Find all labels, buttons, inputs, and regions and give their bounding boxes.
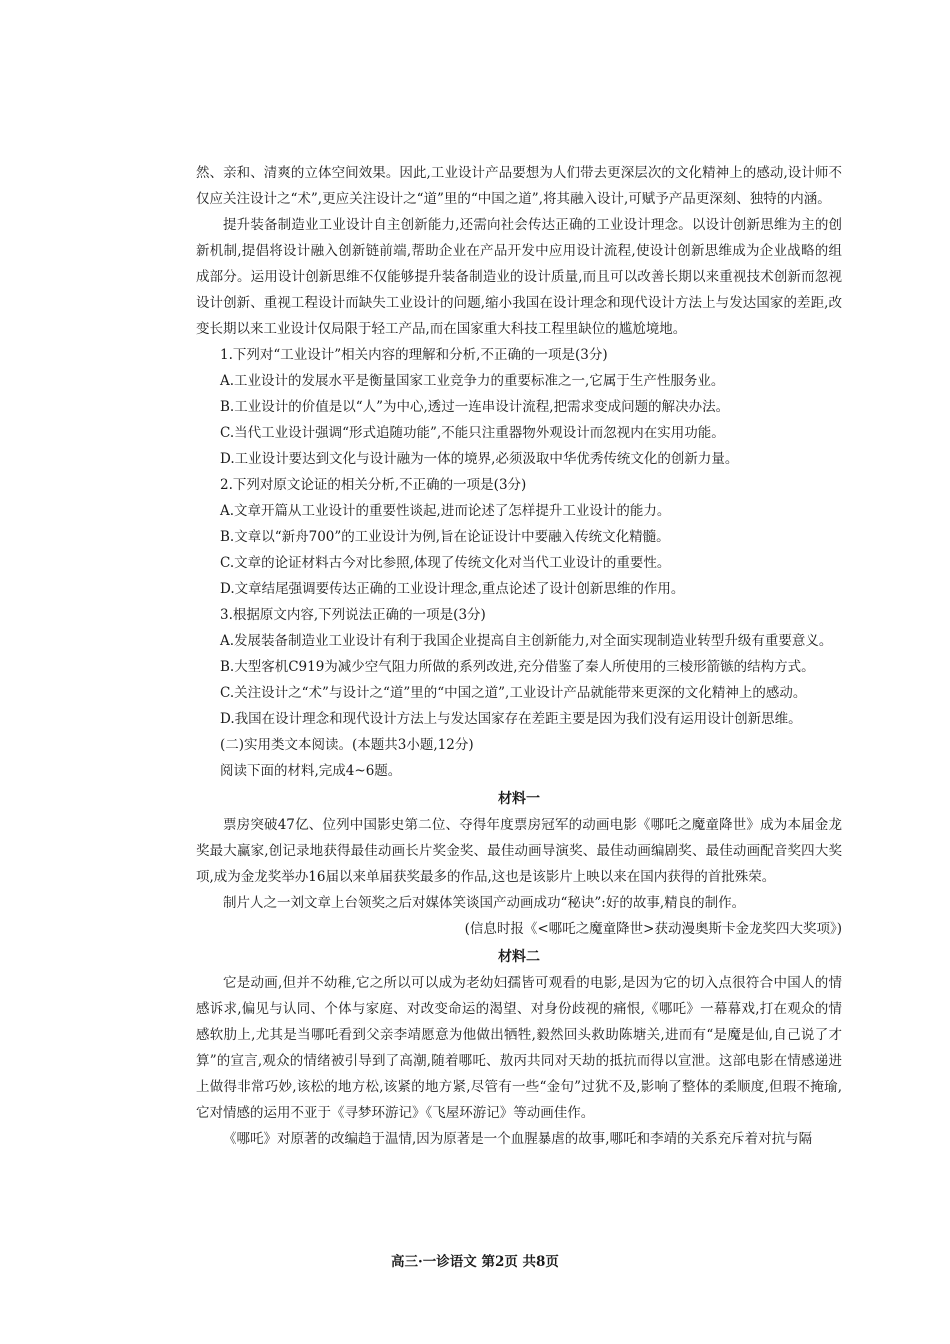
material-2-paragraph-2: 《哪吒》对原著的改编趋于温情,因为原著是一个血腥暴虐的故事,哪吒和李靖的关系充斥着对抗与隔: [223, 1131, 813, 1147]
intro-paragraph-1: 然、亲和、清爽的立体空间效果。因此,工业设计产品要想为人们带去更深层次的文化精神上的感动,设计师不仅应关注设计之“术”,更应关注设计之“道”里的“中国之道”,将其融入设计,可赋予产品更深刻、独特的内涵。: [196, 165, 842, 207]
option-a: A.文章开篇从工业设计的重要性谈起,进而论述了怎样提升工业设计的能力。: [220, 503, 671, 519]
material-1-heading: 材料一: [498, 791, 540, 807]
question-stem: 3.根据原文内容,下列说法正确的一项是(3分): [220, 607, 486, 623]
question-stem: 1.下列对“工业设计”相关内容的理解和分析,不正确的一项是(3分): [220, 347, 608, 363]
intro-paragraph-2: 提升装备制造业工业设计自主创新能力,还需向社会传达正确的工业设计理念。以设计创新思维为主的创新机制,提倡将设计融入创新链前端,帮助企业在产品开发中应用设计流程,使设计创新思维成为企业战略的组成部分。运用设计创新思维不仅能够提升装备制造业的设计质量,而且可以改善长期以来重视技术创新而忽视设计创新、重视工程设计而缺失工业设计的问题,缩小我国在设计理念和现代设计方法上与发达国家的差距,改变长期以来工业设计仅局限于轻工产品,而在国家重大科技工程里缺位的尴尬境地。: [196, 217, 842, 337]
option-d: D.工业设计要达到文化与设计融为一体的境界,必须汲取中华优秀传统文化的创新力量。: [220, 451, 739, 467]
option-c: C.当代工业设计强调“形式追随功能”,不能只注重器物外观设计而忽视内在实用功能。: [220, 425, 725, 441]
option-c: C.文章的论证材料古今对比参照,体现了传统文化对当代工业设计的重要性。: [220, 555, 671, 571]
section-instruction: 阅读下面的材料,完成4~6题。: [220, 763, 402, 779]
material-1-paragraph-1: 票房突破47亿、位列中国影史第二位、夺得年度票房冠军的动画电影《哪吒之魔童降世》成为本届金龙奖最大赢家,创记录地获得最佳动画长片奖金奖、最佳动画导演奖、最佳动画编剧奖、最佳动画配音奖四大奖项,成为金龙奖举办16届以来单届获奖最多的作品,这也是该影片上映以来在国内获得的首批殊荣。: [196, 817, 842, 885]
option-b: B.文章以“新舟700”的工业设计为例,旨在论证设计中要融入传统文化精髓。: [220, 529, 670, 545]
question-2: [196, 472, 842, 602]
page-footer: 高三·一诊语文 第2页 共8页: [391, 1254, 559, 1270]
option-b: B.工业设计的价值是以“人”为中心,透过一连串设计流程,把需求变成问题的解决办法。: [220, 399, 730, 415]
material-1-source: (信息时报《<哪吒之魔童降世>获动漫奥斯卡金龙奖四大奖项》): [464, 921, 842, 937]
material-1-paragraph-2: 制片人之一刘文章上台领奖之后对媒体笑谈国产动画成功“秘诀”:好的故事,精良的制作。: [223, 895, 746, 911]
question-1: [196, 342, 842, 472]
material-2-paragraph-1: 它是动画,但并不幼稚,它之所以可以成为老幼妇孺皆可观看的电影,是因为它的切入点很符合中国人的情感诉求,偏见与认同、个体与家庭、对改变命运的渴望、对身份歧视的痛恨,《哪吒》一幕幕戏,打在观众的情感软肋上,尤其是当哪吒看到父亲李靖愿意为他做出牺牲,毅然回头救助陈塘关,进而有“是魔是仙,自己说了才算”的宣言,观众的情绪被引导到了高潮,随着哪吒、敖丙共同对天劫的抵抗而得以宣泄。这部电影在情感递进上做得非常巧妙,该松的地方松,该紧的地方紧,尽管有一些“金句”过犹不及,影响了整体的柔顺度,但瑕不掩瑜,它对情感的运用不亚于《寻梦环游记》《飞屋环游记》等动画佳作。: [196, 975, 842, 1121]
option-a: A.工业设计的发展水平是衡量国家工业竞争力的重要标准之一,它属于生产性服务业。: [220, 373, 725, 389]
option-b: B.大型客机C919为减少空气阻力所做的系列改进,充分借鉴了秦人所使用的三棱形箭镞的结构方式。: [220, 659, 815, 675]
question-3: [196, 602, 842, 732]
option-a: A.发展装备制造业工业设计有利于我国企业提高自主创新能力,对全面实现制造业转型升级有重要意义。: [220, 633, 833, 649]
document-page: [196, 160, 842, 1152]
question-stem: 2.下列对原文论证的相关分析,不正确的一项是(3分): [220, 477, 527, 493]
section-title: (二)实用类文本阅读。(本题共3小题,12分): [220, 737, 474, 753]
option-c: C.关注设计之“术”与设计之“道”里的“中国之道”,工业设计产品就能带来更深的文化精神上的感动。: [220, 685, 807, 701]
material-2-heading: 材料二: [498, 949, 540, 965]
option-d: D.文章结尾强调要传达正确的工业设计理念,重点论述了设计创新思维的作用。: [220, 581, 685, 597]
option-d: D.我国在设计理念和现代设计方法上与发达国家存在差距主要是因为我们没有运用设计创新思维。: [220, 711, 802, 727]
